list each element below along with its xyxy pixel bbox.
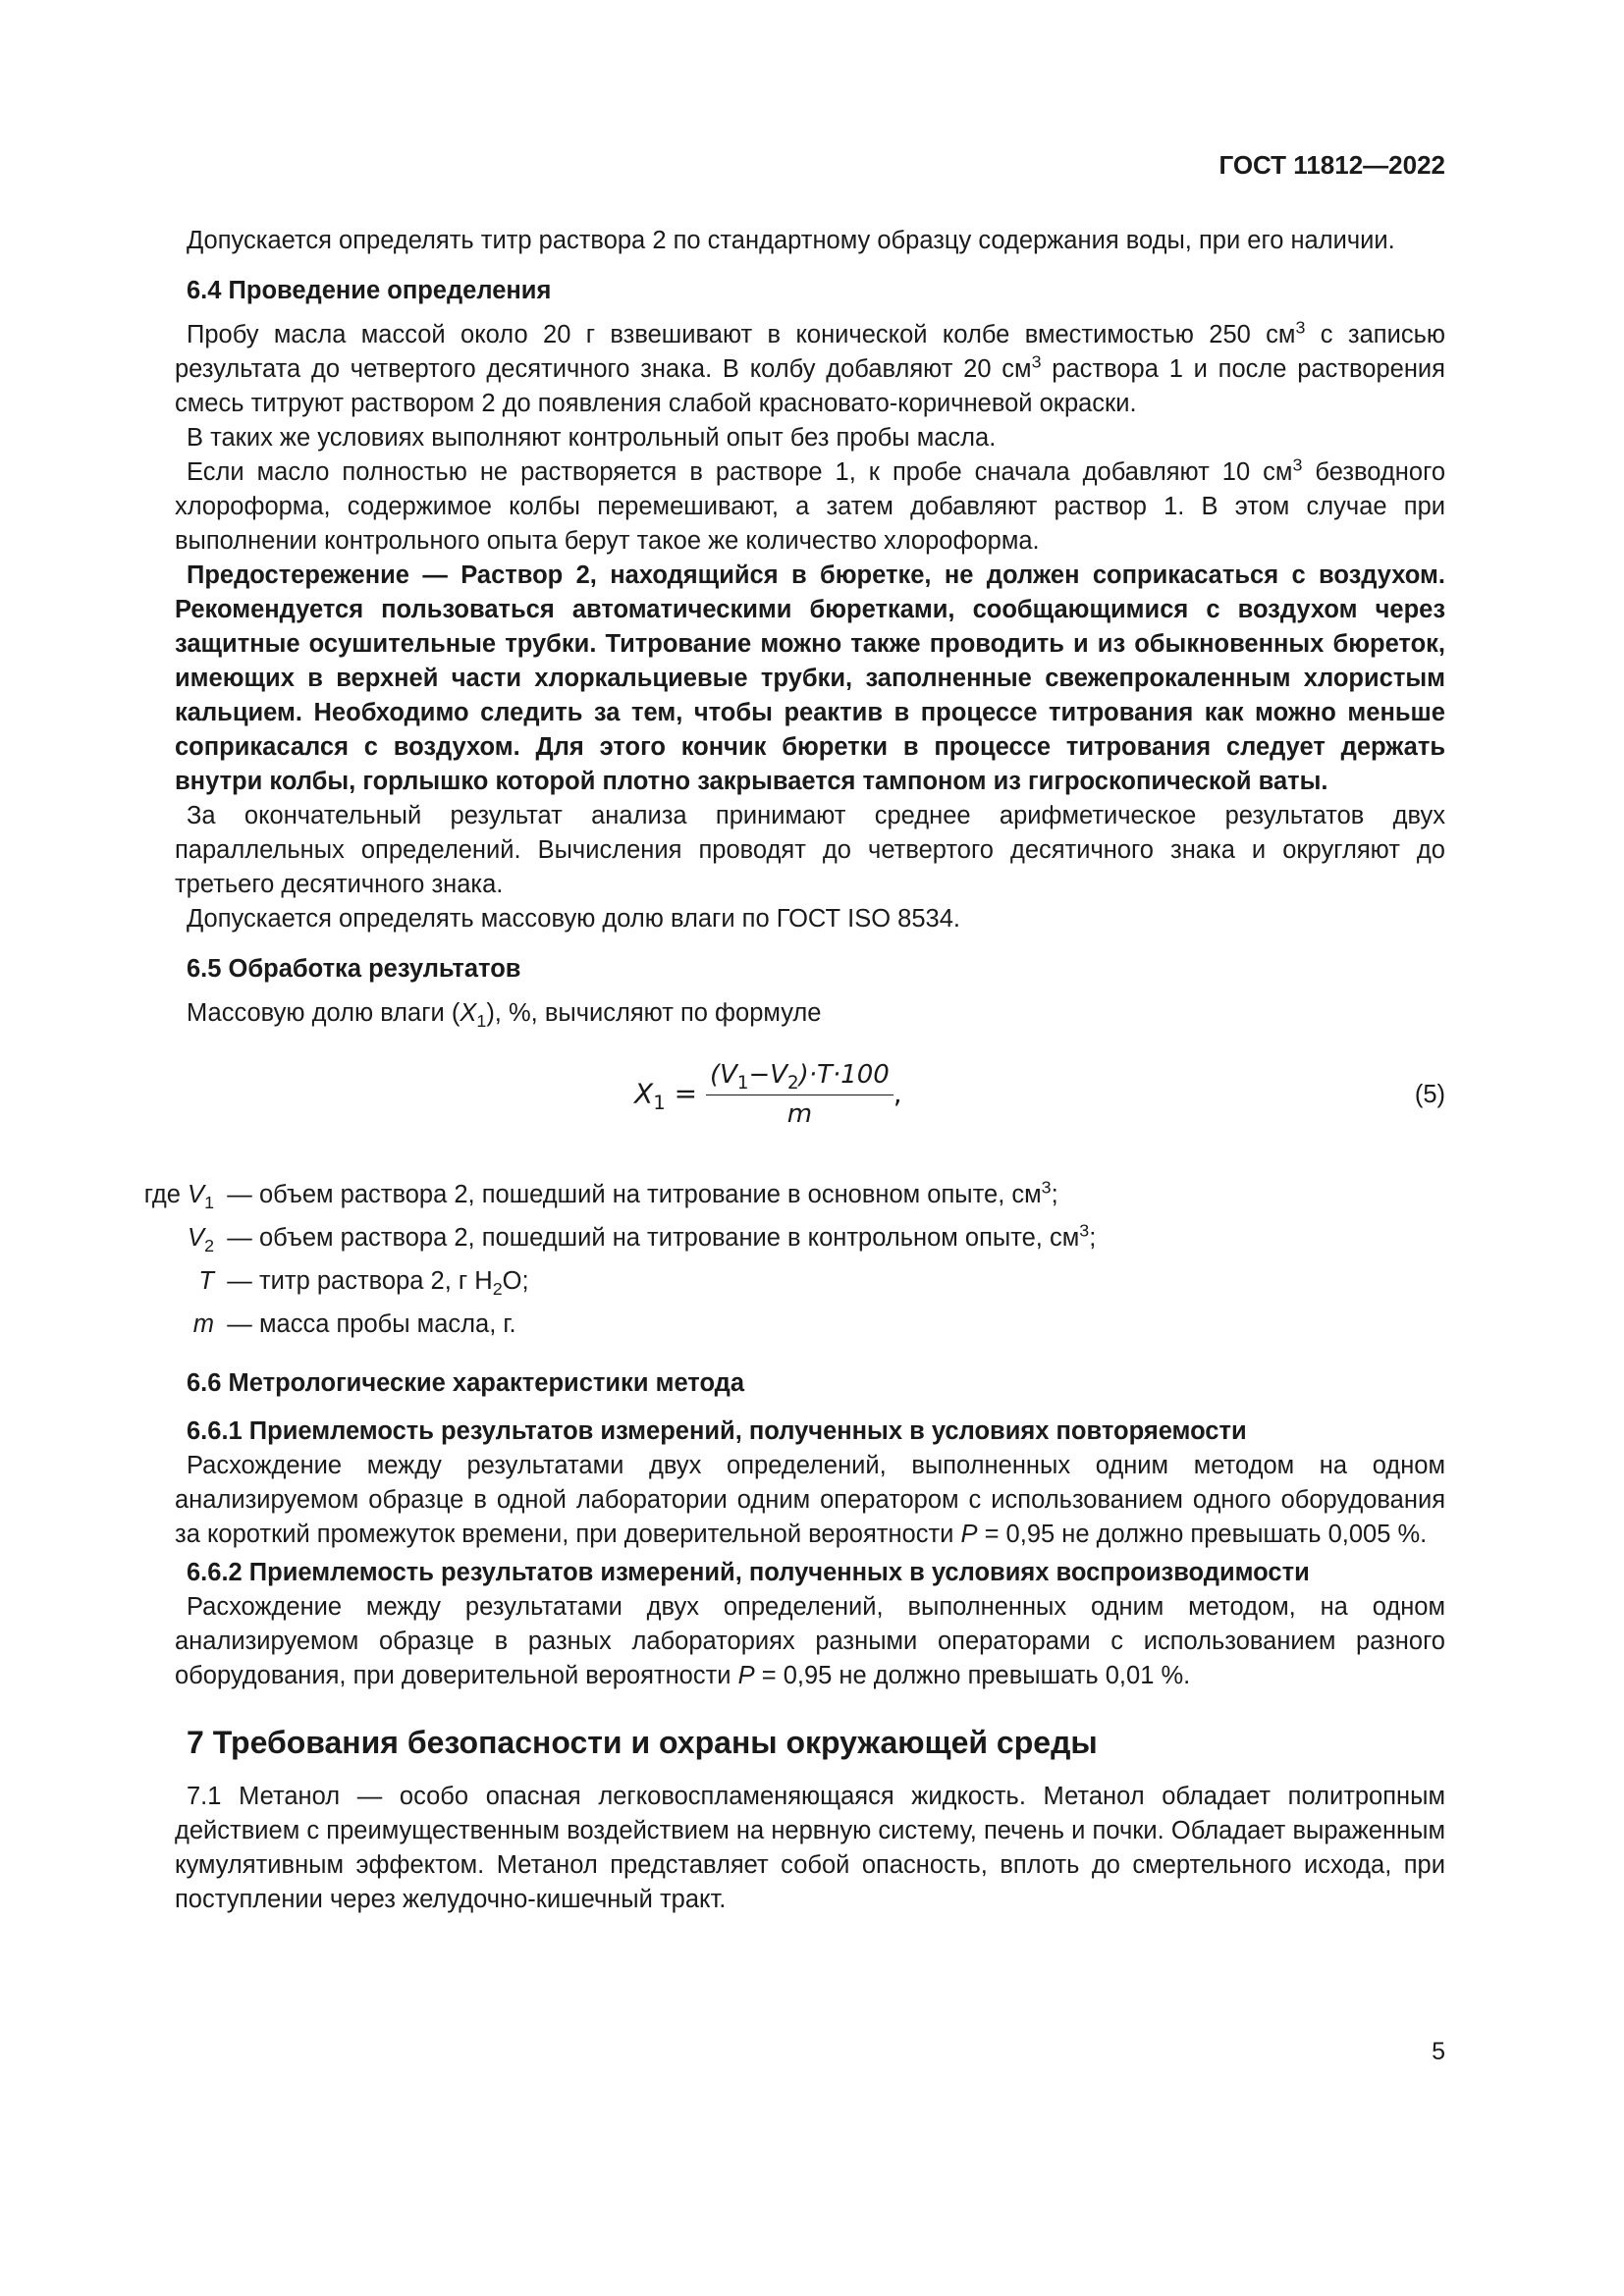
paragraph-repeatability: Расхождение между результатами двух определений, выполненных одним методом на одном анализируемом образце в одной лаборатории одним оператором с использованием одного оборудования за короткий промежуток времени, при доверительной вероятности P = 0,95 не должно превышать 0,005 %.	[175, 1452, 1445, 1548]
formula-5: $X_1$ = $\frac{(V_1-V_2)\cdot T\cdot 100}{m}$ ,	[634, 1058, 902, 1132]
paragraph-titr-standard: Допускается определять титр раствора 2 по стандартному образцу содержания воды, при его наличии.	[187, 227, 1395, 254]
page-number: 5	[1432, 2038, 1445, 2065]
formula-legend	[116, 1178, 1445, 1351]
section-6-6-1-title: 6.6.1 Приемлемость результатов измерений, полученных в условиях повторяемости	[187, 1417, 1247, 1445]
paragraph-methanol: 7.1 Метанол — особо опасная легковоспламеняющаяся жидкость. Метанол обладает политропным действием с преимущественным воздействием на нервную систему, печень и почки. Обладает выраженным кумулятивным эффектом. Метанол представляет собой опасность, вплоть до смертельного исхода, при поступлении через желудочно-кишечный тракт.	[175, 1783, 1445, 1913]
formula-denominator: m	[786, 1099, 813, 1129]
paragraph-control-test: В таких же условиях выполняют контрольный опыт без пробы масла.	[187, 424, 997, 452]
warning-paragraph: Предостережение — Раствор 2, находящийся в бюретке, не должен соприкасаться с воздухом. Рекомендуется пользоваться автоматическими бюретками, сообщающимися с воздухом через защитные осушительные трубки. Титрование можно также проводить и из обыкновенных бюреток, имеющих в верхней части хлоркальциевые трубки, заполненные свежепрокаленным хлористым кальцием. Необходимо следить за тем, чтобы реактив в процессе титрования как можно меньше соприкасался с воздухом. Для этого кончик бюретки в процессе титрования следует держать внутри колбы, горлышко которой плотно закрывается тампоном из гигроскопической ваты.	[175, 561, 1445, 795]
section-6-6-title: 6.6 Метрологические характеристики метода	[187, 1369, 745, 1397]
legend-row-m: m — масса пробы масла, г.	[192, 1310, 516, 1338]
legend-row-t: T — титр раствора 2, г $H_2O$;	[198, 1267, 529, 1300]
legend-row-v1: где $V_1$ — объем раствора 2, пошедший на титрование в основном опыте, $см^3$;	[143, 1177, 1058, 1213]
section-6-5-title: 6.5 Обработка результатов	[187, 955, 521, 983]
section-6-4-title: 6.4 Проведение определения	[187, 277, 552, 304]
formula-numerator: $(V_1-V_2)\cdot T\cdot 100$	[706, 1058, 893, 1095]
section-7-title: 7 Требования безопасности и охраны окружающей среды	[187, 1725, 1098, 1760]
formula-block	[175, 1050, 1445, 1168]
legend-row-v2: $V_2$ — объем раствора 2, пошедший на титрование в контрольном опыте, $см^3$;	[188, 1220, 1097, 1256]
paragraph-final-result: За окончательный результат анализа принимают среднее арифметическое результатов двух параллельных определений. Вычисления проводят до четвертого десятичного знака и округляют до третьего десятичного знака.	[175, 802, 1445, 898]
formula-number: (5)	[1414, 1081, 1445, 1108]
paragraph-chloroform: Если масло полностью не растворяется в растворе 1, к пробе сначала добавляют 10 $см^3$ безводного хлороформа, содержимое колбы перемешивают, а затем добавляют раствор 1. В этом случае при выполнении контрольного опыта берут такое же количество хлороформа.	[175, 454, 1445, 555]
paragraph-sample-weighing: Пробу масла массой около 20 г взвешивают в конической колбе вместимостью 250 $см^3$ с записью результата до четвертого десятичного знака. В колбу добавляют 20 $см^3$ раствора 1 и после растворения смесь титруют раствором 2 до появления слабой красновато-коричневой окраски.	[175, 317, 1445, 417]
section-6-6-2-title: 6.6.2 Приемлемость результатов измерений, полученных в условиях воспроизводимости	[187, 1559, 1310, 1586]
document-id: ГОСТ 11812—2022	[1218, 150, 1445, 180]
paragraph-formula-intro: Массовую долю влаги $(X_1)$, %, вычисляют по формуле	[187, 999, 822, 1032]
paragraph-reproducibility: Расхождение между результатами двух определений, выполненных одним методом, на одном анализируемом образце в разных лабораториях разными операторами с использованием разного оборудования, при доверительной вероятности P = 0,95 не должно превышать 0,01 %.	[175, 1593, 1445, 1689]
page-content	[143, 224, 1445, 1917]
formula-fraction	[706, 1058, 893, 1132]
paragraph-iso-method: Допускается определять массовую долю влаги по ГОСТ ISO 8534.	[187, 905, 960, 933]
